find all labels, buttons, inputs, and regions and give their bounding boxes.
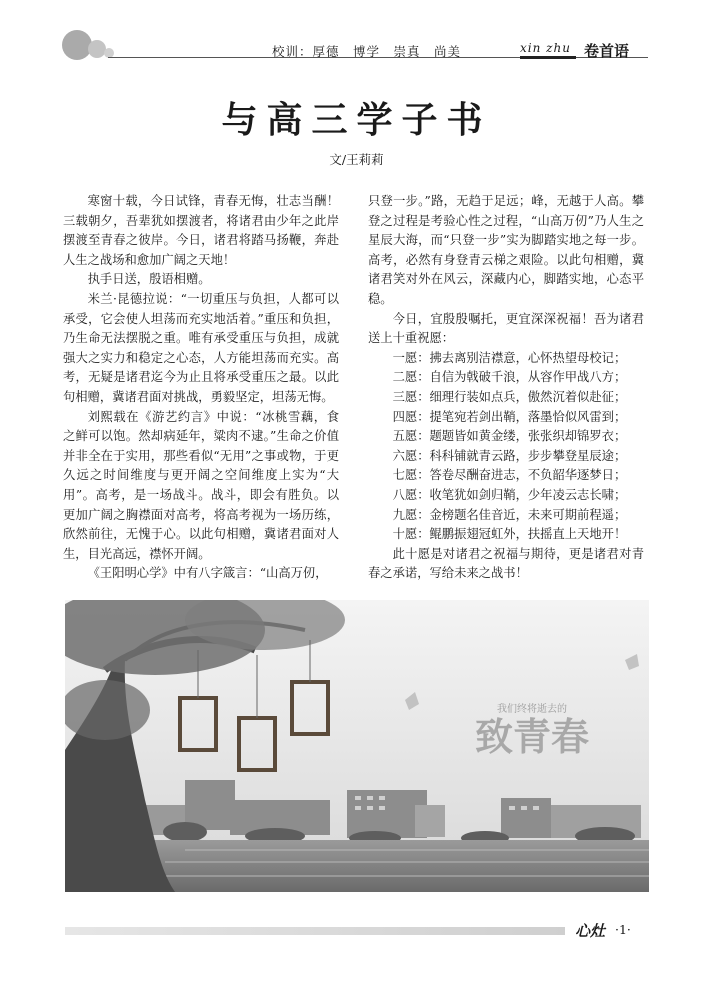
article-author: 文/王莉莉: [329, 152, 384, 167]
wish-line: 一愿：拂去离别洁襟意，心怀热望母校记；: [392, 350, 627, 365]
wish-line: 十愿：鲲鹏振翅冠虹外，扶摇直上天地开！: [392, 527, 627, 542]
footer-bar: [65, 927, 565, 935]
article-title: 与高三学子书: [221, 99, 492, 141]
paragraph: 米兰·昆德拉说：“一切重压与负担，人都可以承受，它会使人坦荡而充实地活着。”重压和负担，乃生命无法摆脱之重。唯有承受重压与负担，成就强大之实力和稳定之心态，人方能坦荡而充实。高考，无疑是诸君迄今为止且将承受重压之最。以此句相赠，冀诸君面对挑战，勇毅坚定，坦荡无悔。: [63, 291, 339, 404]
wish-line: 三愿：细理行装如点兵，傲然沉着似赴征；: [392, 389, 627, 404]
magazine-brand: 心灶: [575, 922, 606, 940]
school-motto: 校训：厚德 博学 崇真 尚美: [272, 44, 462, 59]
photo-caption-main: 致青春: [475, 717, 590, 759]
wish-line: 六愿：科科铺就青云路，步步攀登星辰途；: [392, 448, 627, 463]
wish-line: 五愿：题题皆如黄金缕，张张织却锦罗衣；: [392, 429, 627, 444]
wish-line: 七愿：答卷尽酬奋进志，不负韶华逐梦日；: [392, 468, 627, 483]
paragraph: 《王阳明心学》中有八字箴言：“山高万仞，: [87, 566, 328, 581]
paragraph: 寒窗十载，今日试锋，青春无悔，壮志当酬！三载朝夕，吾辈犹如摆渡者，将诸君由少年之此岸摆渡至青春之彼岸。今日，诸君将踏马扬鞭，奔赴人生之战场和愈加广阔之天地！: [63, 194, 339, 267]
paragraph: 此十愿是对诸君之祝福与期待，更是诸君对青春之承诺，写给未来之战书！: [368, 546, 644, 581]
page-header: [0, 0, 713, 70]
paragraph: 只登一步。”路，无趋于足远；峰，无越于人高。攀登之过程是考验心性之过程，“山高万仞”乃人生之星辰大海，而“只登一步”实为脚踏实地之每一步。高考，必然有身登青云梯之艰险。以此句相赠，冀诸君笑对外在风云，深藏内心，脚踏实地，心态平稳。: [368, 194, 644, 306]
wish-line: 二愿：自信为戟破千浪，从容作甲战八方；: [392, 370, 627, 385]
wish-line: 八愿：收笔犹如剑归鞘，少年凌云志长啸；: [392, 487, 627, 502]
header-accent-rule: [520, 56, 576, 59]
campus-photo: [65, 600, 649, 892]
right-column: [368, 192, 644, 584]
paragraph: 执手日送，殷语相赠。: [87, 272, 211, 287]
paragraph: 今日，宜殷殷嘱托，更宜深深祝福！吾为诸君送上十重祝愿：: [368, 311, 644, 346]
section-name: 卷首语: [584, 42, 630, 60]
paragraph: 刘熙载在《游艺约言》中说：“冰桃雪藕，食之鲜可以饱。然却病延年，粱肉不逮。”生命之价值并非全在于实用，那些看似“无用”之事或物，于更久远之时间维度与更开阔之空间维度上实为“大用”。高考，是一场战斗。战斗，即会有胜负。以更加广阔之胸襟面对高考，将高考视为一场历练，欣然前往，无愧于心。以此句相赠，冀诸君面对人生，目光高远，襟怀开阔。: [63, 409, 339, 561]
wish-line: 九愿：金榜题名佳音近，未来可期前程遥；: [392, 507, 627, 522]
left-column: [63, 192, 339, 584]
page-number: ·1·: [615, 922, 631, 937]
photo-caption-sub: 我们终将逝去的: [497, 704, 567, 715]
header-pinyin: xin zhu: [520, 41, 571, 55]
wish-line: 四愿：提笔宛若剑出鞘，落墨恰似风雷到；: [392, 409, 627, 424]
campus-illustration: [65, 600, 649, 892]
